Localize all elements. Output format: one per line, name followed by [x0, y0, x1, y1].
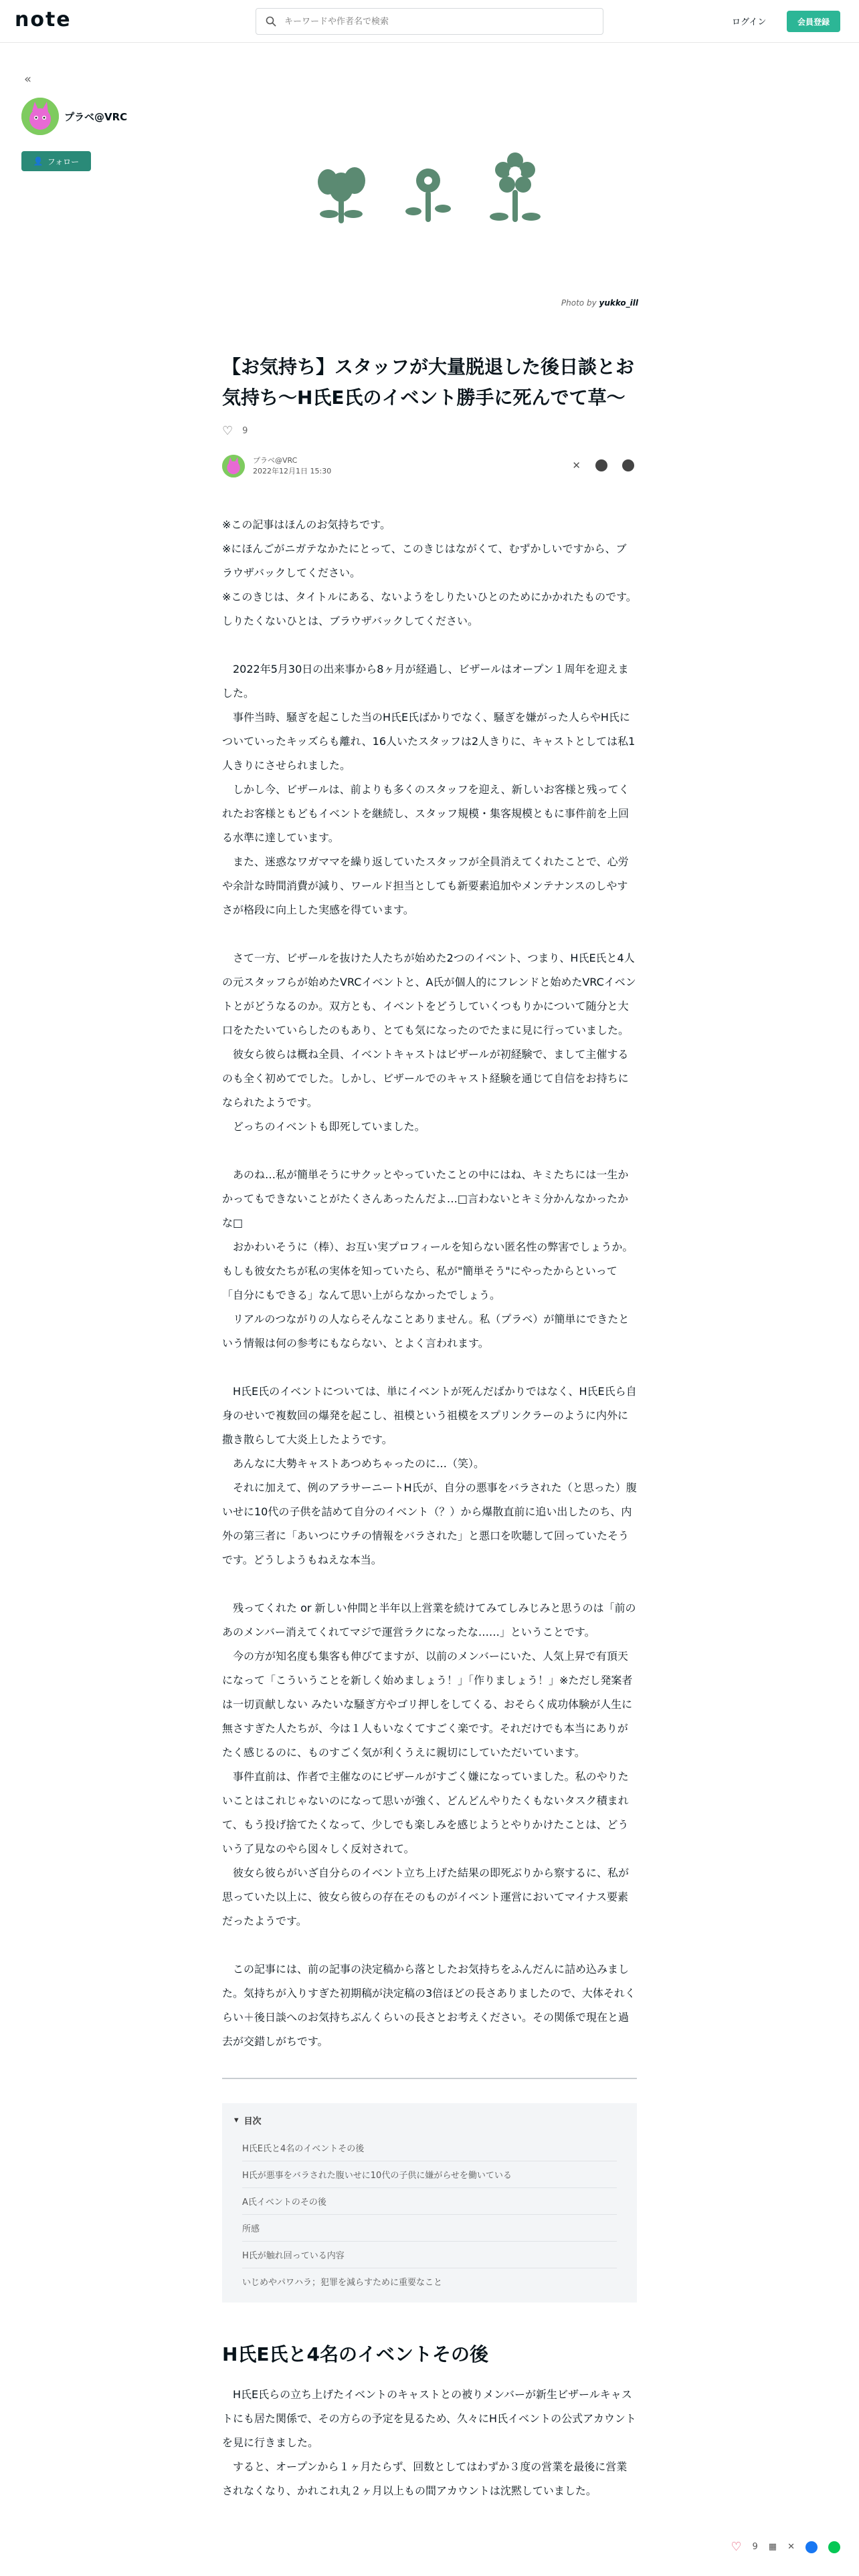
toc-item[interactable]: H氏が触れ回っている内容 [242, 2242, 617, 2268]
paragraph: さて一方、ビザールを抜けた人たちが始めた2つのイベント、つまり、H氏E氏と4人の元スタッフらが始めたVRCイベントと、A氏が個人的にフレンドと始めたVRCイベントとがどうなるのか。双方とも、イベントをどうしていくつもりかについて随分と大口をたたいていらしたのもあり、とても気になったのでたまに見に行っていました。 [222, 952, 636, 1037]
like-count: 9 [242, 426, 248, 436]
section-heading: H氏E氏と4名のイベントその後 [222, 2343, 489, 2365]
follow-label: フォロー [47, 156, 80, 167]
hero-illustration [301, 147, 558, 234]
toc-list [234, 2135, 625, 2294]
paragraph: 今の方が知名度も集客も伸びてますが、以前のメンバーにいた、人気上昇で有頂天になって「こういうことを新しく始めましょう！」「作りましょう！」※ただし発案者は一切貢献しない みたいな騒ぎ方やゴリ押しをしてくる、おそらく成功体験が人生に無さすぎた人たちが、今は１人もいなくてすごく楽です。それだけでも本当にありがたく感じるのに、ものすごく気が利くうえに親切にしていただいています。 [222, 1650, 633, 1759]
paragraph: 彼女ら彼らがいざ自分らのイベント立ち上げた結果の即死ぶりから察するに、私が思っていた以上に、彼女ら彼らの存在そのものがイベント運営においてマイナス要素だったようです。 [222, 1866, 630, 1927]
floating-like-count: 9 [752, 2542, 758, 2552]
person-add-icon: 👤 [33, 156, 43, 166]
facebook-share-icon[interactable] [595, 459, 607, 471]
top-nav [0, 0, 859, 43]
divider [222, 2078, 637, 2079]
paragraph: 2022年5月30日の出来事から8ヶ月が経過し、ビザールはオープン１周年を迎えました。 [222, 663, 629, 700]
paragraph-gap [222, 1356, 637, 1380]
paragraph-gap [222, 922, 637, 946]
paragraph-gap [222, 1572, 637, 1596]
table-of-contents [222, 2103, 637, 2302]
article [222, 352, 637, 2503]
author-meta-text [253, 455, 331, 477]
paragraph: ※にほんごがニガテなかたにとって、このきじはながくて、むずかしいですから、ブラウザバックしてください。 [222, 542, 627, 579]
follow-button[interactable] [21, 151, 91, 171]
paragraph: 彼女ら彼らは概ね全員、イベントキャストはビザールが初経験で、まして主催するのも全く初めてでした。しかし、ビザールでのキャスト経験を通じて自信をお持ちになられたようです。 [222, 1048, 629, 1109]
paragraph: 残ってくれた or 新しい仲間と半年以上営業を続けてみてしみじみと思うのは「前のあのメンバー消えてくれてマジで運営ラクになったな……」ということです。 [222, 1602, 636, 1638]
paragraph-gap [222, 1933, 637, 1957]
caret-down-icon: ▾ [234, 2115, 239, 2125]
note-logo[interactable]: note [15, 8, 72, 31]
line-share-icon[interactable] [828, 2541, 840, 2553]
author-name[interactable]: プラベ@VRC [253, 456, 298, 465]
paragraph: あんなに大勢キャストあつめちゃったのに…（笑）。 [222, 1457, 485, 1470]
search-box[interactable] [256, 8, 603, 35]
paragraph: どっちのイベントも即死していました。 [222, 1120, 425, 1133]
toc-title: 目次 [244, 2117, 262, 2127]
paragraph: H氏E氏のイベントについては、単にイベントが死んだばかりではなく、H氏E氏ら自身のせいで複数回の爆発を起こし、祖模という祖模をスプリンクラーのように内外に撒き散らして大炎上したようです。 [222, 1385, 637, 1446]
search-input[interactable] [284, 17, 579, 27]
photo-credit [561, 298, 638, 308]
paragraph: しかし今、ビザールは、前よりも多くのスタッフを迎え、新しいお客様と残ってくれたお客様ともどもイベントを継続し、スタッフ規模・集客規模ともに事件前を上回る水準に達しています。 [222, 783, 630, 844]
article-body [222, 513, 637, 2054]
collapse-chevron-icon[interactable]: « [24, 72, 32, 86]
floating-action-bar [731, 2540, 840, 2554]
paragraph: ※この記事はほんのお気持ちです。 [222, 518, 391, 531]
paragraph: 事件直前は、作者で主催なのにビザールがすごく嫌になっていました。私のやりたいことはこれじゃないのになって思いが強く、どんどんやりたくもないタスク積まれて、もう投げ捨てたくなって、少しでも楽しみを感じようとやりかけたことは、どういう了見なのやら図々しく反対されて。 [222, 1770, 629, 1855]
paragraph: すると、オープンから１ヶ月たらず、回数としてはわずか３度の営業を最後に営業されなくなり、かれこれ丸２ヶ月以上もの間アカウントは沈黙していました。 [222, 2460, 628, 2497]
article-title: 【お気持ち】スタッフが大量脱退した後日談とお気持ち〜H氏E氏のイベント勝手に死んでて草〜 [222, 356, 635, 409]
share-buttons [572, 459, 634, 471]
publish-date: 2022年12月1日 15:30 [253, 467, 332, 475]
magazine-icon[interactable]: ▦ [768, 2542, 777, 2552]
toc-item[interactable]: いじめやパワハラ；犯罪を減らすために重要なこと [242, 2278, 443, 2288]
paragraph-gap [222, 633, 637, 657]
paragraph: リアルのつながりの人ならそんなことありません。私（プラベ）が簡単にできたという情報は何の参考にもならない、とよく言われます。 [222, 1313, 630, 1350]
creator-avatar[interactable] [21, 98, 59, 135]
paragraph: それに加えて、例のアラサーニートH氏が、自分の悪事をバラされた（と思った）腹いせに10代の子供を詰めて自分のイベント（？）から爆散直前に追い出したのち、内外の第三者に「あいつにウチの情報をバラされた」と悪口を吹聴して回っていたそうです。どうしようもねえな本当。 [222, 1481, 637, 1566]
toc-item[interactable]: A氏イベントのその後 [242, 2188, 617, 2215]
paragraph-gap [222, 1139, 637, 1163]
search-icon [266, 16, 276, 27]
paragraph: H氏E氏らの立ち上げたイベントのキャストとの被りメンバーが新生ビザールキャストにも居た関係で、その方らの予定を見るため、久々にH氏イベントの公式アカウントを見に行きました。 [222, 2388, 636, 2449]
facebook-share-icon[interactable] [805, 2541, 818, 2553]
toc-item[interactable]: H氏E氏と4名のイベントその後 [242, 2135, 617, 2161]
toc-item[interactable]: 所感 [242, 2215, 617, 2242]
author-meta [222, 453, 637, 479]
like-row [222, 424, 637, 438]
signup-button[interactable]: 会員登録 [787, 11, 840, 32]
toc-header[interactable] [234, 2114, 625, 2127]
line-share-icon[interactable] [622, 459, 634, 471]
paragraph: あのね…私が簡単そうにサクッとやっていたことの中にはね、キミたちには一生かかってもできないことがたくさんあったんだよ…□言わないとキミ分かんなかったかな□ [222, 1168, 629, 1229]
author-avatar[interactable] [222, 455, 245, 477]
photo-credit-prefix: Photo by [561, 298, 597, 308]
paragraph: また、迷惑なワガママを繰り返していたスタッフが全員消えてくれたことで、心労や余計な時間消費が減り、ワールド担当としても新要素追加やメンテナンスのしやすさが格段に向上した実感を得ています。 [222, 855, 629, 916]
x-share-icon[interactable]: ✕ [787, 2542, 795, 2552]
paragraph: この記事には、前の記事の決定稿から落としたお気持ちをふんだんに詰め込みました。気持ちが入りすぎた初期稿が決定稿の3倍ほどの長さありましたので、大体それくらい＋後日談へのお気持ちぶんくらいの長さとお考えください。その関係で現在と過去が交錯しがちです。 [222, 1963, 636, 2048]
paragraph: 事件当時、騒ぎを起こした当のH氏E氏ばかりでなく、騒ぎを嫌がった人らやH氏についていったキッズらも離れ、16人いたスタッフは2人きりに、キャストとしては私1人きりにさせられました。 [222, 711, 636, 772]
heart-icon[interactable]: ♡ [222, 424, 233, 438]
like-heart-icon[interactable]: ♡ [731, 2540, 742, 2554]
toc-item[interactable]: H氏が悪事をバラされた腹いせに10代の子供に嫌がらせを働いている [242, 2161, 617, 2188]
paragraph: おかわいそうに（棒）、お互い実プロフィールを知らない匿名性の弊害でしょうか。もしも彼女たちが私の実体を知っていたら、私が"簡単そう"にやったからといって「自分にもできる」なんて思い上がらなかったでしょう。 [222, 1241, 634, 1301]
section-body [222, 2383, 637, 2503]
x-share-icon[interactable]: ✕ [572, 459, 581, 471]
creator-name[interactable]: プラベ@VRC [64, 111, 128, 123]
photo-credit-name[interactable]: yukko_ill [599, 298, 638, 308]
login-link[interactable]: ログイン [732, 17, 767, 27]
paragraph: ※このきじは、タイトルにある、ないようをしりたいひとのためにかかれたものです。しりたくないひとは、ブラウザバックしてください。 [222, 591, 637, 627]
